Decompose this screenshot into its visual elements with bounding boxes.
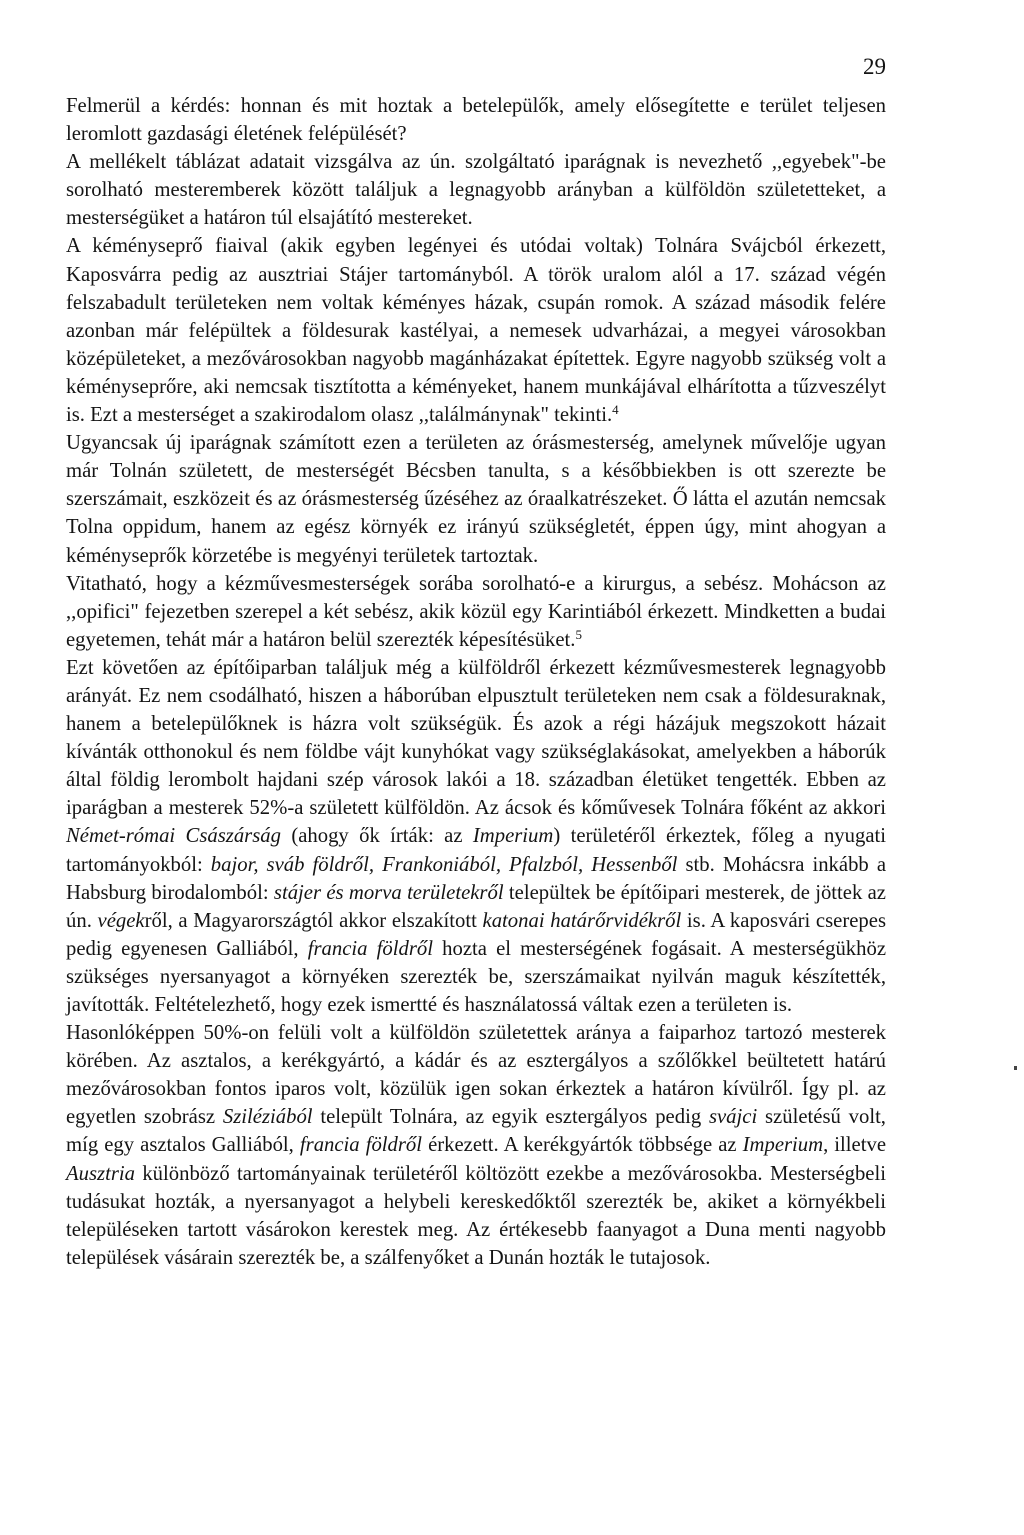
page-number: 29 bbox=[863, 54, 886, 79]
woodwork-french-land: francia földről bbox=[299, 1134, 423, 1157]
paragraph-surgeon-text: Vitatható, hogy a kézművesmesterségek sorába sorolható-e a kirurgus, a sebész. Mohácson az ,,opifici" fejezetben szerepel a két sebész, akik közül egy Karintiából érkezett. Mindketten a budai egyetemen, tehát már a határon belül szerezték képesítésüket. bbox=[66, 572, 886, 651]
construction-text-2: (ahogy ők írták: az bbox=[280, 825, 473, 848]
construction-empire: Német-római Császárság bbox=[66, 825, 281, 848]
paragraph-table-intro: A mellékelt táblázat adatait vizsgálva az ún. szolgáltató iparágnak is nevezhető ,,egyebek"-be sorolható mesteremberek között találjuk a legnagyobb arányban a külföldön születetteket, a mesterségüket a határon túl elsajátító mestereket. bbox=[66, 151, 886, 230]
scan-edge-mark bbox=[1014, 1066, 1017, 1070]
construction-text-4: stb. Mohácsra inkább a Habsburg birodalomból: bbox=[66, 853, 887, 904]
woodwork-text-6: különböző tartományainak területéről költözött ezekbe a mezővárosokba. Mesterségbeli tudásukat hozták, a nyersanyagot a helybeli kereskedőktől szerezték be, akiket a környékbeli településeken tartott vásárokon kerestek meg. Az értékesebb faanyagot a Duna menti nagyobb települések vásárain szerezték be, a szálfenyőket a Dunán hozták le tutajosok. bbox=[66, 1162, 886, 1269]
woodwork-text-2: települt Tolnára, az egyik esztergályos pedig bbox=[312, 1106, 709, 1129]
woodwork-silesia: Sziléziából bbox=[222, 1106, 313, 1129]
construction-imperium: Imperium bbox=[472, 825, 554, 848]
woodwork-imperium: Imperium bbox=[742, 1134, 824, 1157]
woodwork-swiss: svájci bbox=[708, 1106, 758, 1129]
paragraph-woodwork bbox=[66, 1019, 886, 1272]
construction-styria-moravia: stájer és morva területekről bbox=[273, 881, 504, 904]
paragraph-surgeon bbox=[66, 570, 886, 654]
construction-text-6: ről, a Magyarországtól akkor elszakított bbox=[144, 909, 483, 932]
paragraph-construction bbox=[66, 654, 886, 1019]
construction-text-1: Ezt követően az építőiparban találjuk még a külföldről érkezett kézművesmesterek legnagyobb arányát. Ez nem csodálható, hiszen a háborúban elpusztult területeken nem csak a földesuraknak, hanem a betelepülőknek is házra volt szükségük. És azok a régi házájuk megszokott házait kívánták otthonokul és nem földbe vájt kunyhókat vagy szükséglakásokat, amelyekben a háborúk által földig lerombolt hajdani szép városok lakói a 18. században életüket tengették. Ebben az iparágban a mesterek 52%-a született külföldön. Az ácsok és kőművesek Tolnára főként az akkori bbox=[66, 656, 886, 820]
construction-text-8: hozta el mesterségének fogásait. A mesterségükhöz szükséges nyersanyagot a környéken szerezték be, szerszámaikat nyilván maguk készítették, javították. Feltételezhető, hogy ezek ismertté és használatossá váltak ezen a területen is. bbox=[66, 937, 886, 1016]
construction-western-regions: bajor, sváb földről, Frankoniából, Pfalzból, Hessenből bbox=[210, 853, 678, 876]
paragraph-chimney-sweep-text: A kéményseprő fiaival (akik egyben legényei és utódai voltak) Tolnára Svájcból érkezett, Kaposvárra pedig az ausztriai Stájer tartományból. A török uralom alól a 17. század végén felszabadult területeken nem voltak kéményes házak, csupán romok. A század második felére azonban már felépültek a földesurak kastélyai, a nemesek udvarházai, a megyei városokban középületeket, a mezővárosokban nagyobb magánházakat építettek. Egyre nagyobb szükség volt a kéményseprőre, aki nemcsak tisztította a kéményeket, hanem munkájával elhárította a tűzveszélyt is. Ezt a mesterséget a szakirodalom olasz ,,találmánynak" tekinti. bbox=[66, 235, 886, 427]
paragraph-question: Felmerül a kérdés: honnan és mit hoztak a betelepülők, amely elősegítette e terület teljesen leromlott gazdasági életének felépülését? bbox=[66, 95, 886, 146]
paragraph-chimney-sweep bbox=[66, 232, 886, 429]
woodwork-text-3: születésű volt, míg egy asztalos Galliából, bbox=[66, 1106, 886, 1157]
body-text bbox=[66, 92, 886, 1272]
construction-vegek: végek bbox=[97, 909, 145, 932]
construction-text-3: ) területéről érkeztek, főleg a nyugati tartományokból: bbox=[66, 825, 886, 876]
footnote-ref-4: 4 bbox=[612, 402, 619, 418]
woodwork-text-4: érkezett. A kerékgyártók többsége az bbox=[422, 1134, 743, 1157]
footnote-ref-5: 5 bbox=[575, 626, 582, 642]
construction-text-7: is. A kaposvári cserepes pedig egyenesen Galliából, bbox=[66, 909, 886, 960]
woodwork-austria: Ausztria bbox=[66, 1162, 135, 1185]
woodwork-text-5: , illetve bbox=[823, 1134, 886, 1157]
woodwork-text-1: Hasonlóképpen 50%-on felüli volt a külföldön születettek aránya a faiparhoz tartozó mesterek körében. Az asztalos, a kerékgyártó, a kádár és az esztergályos a szőlőkkel beültetett határú mezővárosokban fontos iparos volt, közülük igen sokan érkeztek a határon kívülről. Így pl. az egyetlen szobrász bbox=[66, 1022, 886, 1129]
construction-text-5: települtek be építőipari mesterek, de jöttek az ún. bbox=[66, 881, 886, 932]
construction-french-land: francia földről bbox=[307, 937, 433, 960]
construction-military-frontier: katonai határőrvidékről bbox=[482, 909, 682, 932]
paragraph-watchmaker: Ugyancsak új iparágnak számított ezen a területen az órásmesterség, amelynek művelője ugyan már Tolnán született, de mesterségét Bécsben tanulta, s a későbbiekben is ott szerezte be szerszámait, eszközeit és az órásmesterség űzéséhez az óraalkatrészeket. Ő látta el azután nemcsak Tolna oppidum, hanem az egész környék ez irányú szükségletét, éppen úgy, mint ahogyan a kéményseprők körzetébe is megyényi területek tartoztak. bbox=[66, 432, 886, 567]
